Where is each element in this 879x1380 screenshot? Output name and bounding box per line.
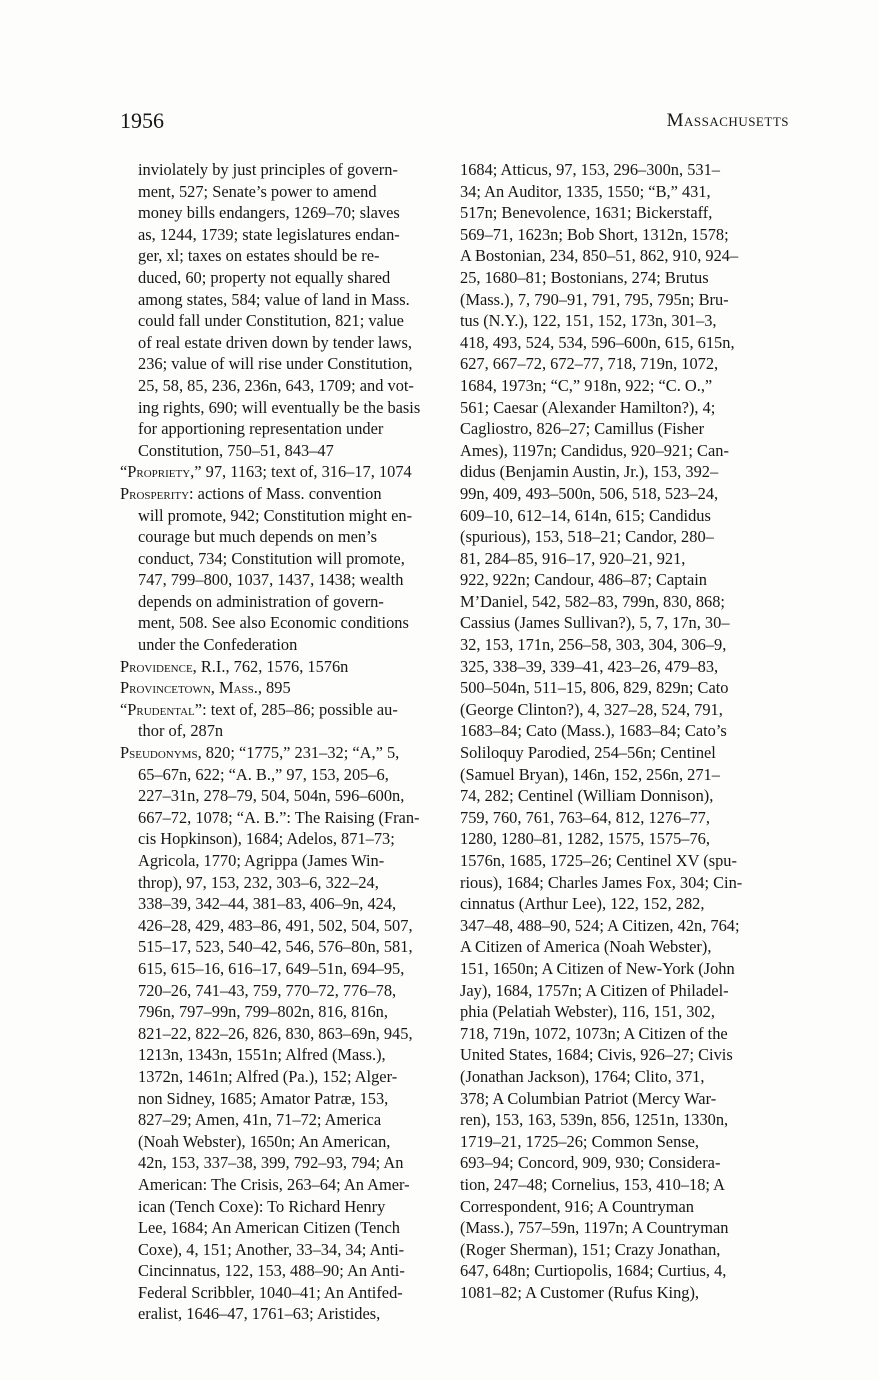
running-head: Massachusetts: [666, 110, 789, 131]
index-line-text: 820; “1775,” 231–32; “A,” 5,: [201, 743, 400, 763]
index-line-text: of real estate driven down by tender laws,: [138, 332, 412, 352]
index-line: cinnatus (Arthur Lee), 122, 152, 282,: [460, 894, 705, 914]
index-line: [120, 202, 442, 224]
index-line: [120, 1088, 442, 1110]
index-line: (Roger Sherman), 151; Crazy Jonathan,: [460, 1239, 721, 1259]
index-line-text: 25, 58, 85, 236, 236n, 643, 1709; and vot-: [138, 375, 414, 395]
index-headword: Providence, R.I.,: [120, 656, 230, 676]
index-line: phia (Pelatiah Webster), 116, 151, 302,: [460, 1002, 715, 1022]
index-line-text: for apportioning representation under: [138, 419, 384, 439]
index-line: [120, 440, 442, 462]
index-line: United States, 1684; Civis, 926–27; Civis: [460, 1045, 733, 1065]
index-entry-head-line: [120, 461, 442, 483]
index-line: [120, 505, 442, 527]
index-column-right: [460, 159, 789, 1303]
index-line: [120, 915, 442, 937]
index-line-text: American: The Crisis, 263–64; An Amer-: [138, 1174, 410, 1194]
index-line-text: 796n, 797–99n, 799–802n, 816, 816n,: [138, 1002, 388, 1022]
index-line-text: Agricola, 1770; Agrippa (James Win-: [138, 851, 385, 870]
index-line: (Samuel Bryan), 146n, 152, 256n, 271–: [460, 764, 720, 784]
index-line-text: under the Confederation: [138, 635, 298, 655]
index-line-text: throp), 97, 153, 232, 303–6, 322–24,: [138, 872, 379, 892]
index-line: (Mass.), 7, 790–91, 791, 795, 795n; Bru-: [460, 289, 729, 309]
index-entry-head-line: [120, 656, 442, 678]
index-line-text: 426–28, 429, 483–86, 491, 502, 504, 507,: [138, 915, 413, 935]
index-line: Cassius (James Sullivan?), 5, 7, 17n, 30–: [460, 613, 730, 633]
index-line-text: : actions of Mass. convention: [189, 483, 382, 503]
index-line: [120, 1044, 442, 1066]
index-line-text: : text of, 285–86; possible au-: [202, 699, 398, 719]
index-line: M’Daniel, 542, 582–83, 799n, 830, 868;: [460, 591, 725, 611]
index-line: [120, 591, 442, 613]
index-line: [120, 807, 442, 829]
index-line: 1684; Atticus, 97, 153, 296–300n, 531–: [460, 160, 720, 179]
index-line-text: Constitution, 750–51, 843–47: [138, 440, 334, 460]
index-line-text: Cincinnatus, 122, 153, 488–90; An Anti-: [138, 1261, 405, 1281]
index-line: 378; A Columbian Patriot (Mercy War-: [460, 1088, 717, 1108]
index-line-text: 236; value of will rise under Constitution,: [138, 354, 413, 374]
page-number: 1956: [120, 108, 164, 133]
index-line-text: 1372n, 1461n; Alfred (Pa.), 152; Alger-: [138, 1066, 398, 1086]
index-headword: Prosperity: [120, 483, 190, 503]
index-line: 718, 719n, 1072, 1073n; A Citizen of the: [460, 1023, 728, 1043]
index-line: [120, 267, 442, 289]
index-line: Soliloquy Parodied, 254–56n; Centinel: [460, 743, 716, 763]
index-line-text: 42n, 153, 337–38, 399, 792–93, 794; An: [138, 1153, 404, 1173]
index-line: 693–94; Concord, 909, 930; Considera-: [460, 1153, 721, 1173]
index-line: [120, 1066, 442, 1088]
index-line-text: 97, 1163; text of, 316–17, 1074: [201, 462, 412, 482]
index-line: [120, 872, 442, 894]
index-line: 34; An Auditor, 1335, 1550; “B,” 431,: [460, 181, 711, 201]
index-line: [120, 569, 442, 591]
index-line: [120, 1260, 442, 1282]
index-line: [120, 353, 442, 375]
index-line: 1684, 1973n; “C,” 918n, 922; “C. O.,”: [460, 375, 713, 395]
index-line-text: 667–72, 1078; “A. B.”: The Raising (Fran-: [138, 807, 420, 827]
index-line: 418, 493, 524, 534, 596–600n, 615, 615n,: [460, 332, 735, 352]
index-line: 1280, 1280–81, 1282, 1575, 1575–76,: [460, 829, 710, 849]
index-line-text: money bills endangers, 1269–70; slaves: [138, 203, 400, 223]
index-line-text: conduct, 734; Constitution will promote,: [138, 548, 405, 568]
index-line-text: (Noah Webster), 1650n; An American,: [138, 1131, 391, 1151]
index-line-text: cis Hopkinson), 1684; Adelos, 871–73;: [138, 829, 395, 849]
index-line: 347–48, 488–90, 524; A Citizen, 42n, 764;: [460, 915, 740, 935]
index-line-text: Federal Scribbler, 1040–41; An Antifed-: [138, 1282, 403, 1302]
index-line-text: 227–31n, 278–79, 504, 504n, 596–600n,: [138, 786, 405, 806]
index-line-text: courage but much depends on men’s: [138, 527, 377, 547]
index-line: [120, 289, 442, 311]
index-line: (George Clinton?), 4, 327–28, 524, 791,: [460, 699, 723, 719]
index-line-text: 65–67n, 622; “A. B.,” 97, 153, 205–6,: [138, 764, 389, 784]
index-line: [120, 224, 442, 246]
index-line-text: 1213n, 1343n, 1551n; Alfred (Mass.),: [138, 1045, 386, 1065]
index-line: 922, 922n; Candour, 486–87; Captain: [460, 570, 708, 590]
index-line-text: ment, 527; Senate’s power to amend: [138, 181, 377, 201]
index-line: Jay), 1684, 1757n; A Citizen of Philadel-: [460, 980, 729, 1000]
index-line-text: eralist, 1646–47, 1761–63; Aristides,: [138, 1304, 381, 1324]
index-line: A Bostonian, 234, 850–51, 862, 910, 924–: [460, 246, 739, 266]
index-line: [120, 828, 442, 850]
index-line: [120, 1239, 442, 1261]
index-line: [120, 526, 442, 548]
index-line: rious), 1684; Charles James Fox, 304; Cin-: [460, 872, 743, 892]
index-line: 151, 1650n; A Citizen of New-York (John: [460, 958, 735, 978]
index-line: [120, 1001, 442, 1023]
index-headword: “Propriety,”: [120, 462, 202, 482]
index-line: 325, 338–39, 339–41, 423–26, 479–83,: [460, 656, 719, 676]
index-line-text: ger, xl; taxes on estates should be re-: [138, 246, 380, 266]
index-line-text: 747, 799–800, 1037, 1437, 1438; wealth: [138, 570, 404, 590]
index-entry-head-line: [120, 677, 442, 699]
index-line: [120, 1023, 442, 1045]
index-line-text: 821–22, 822–26, 826, 830, 863–69n, 945,: [138, 1023, 413, 1043]
index-line-text: 895: [261, 678, 291, 698]
index-line-text: will promote, 942; Constitution might en-: [138, 505, 413, 525]
index-line: [120, 958, 442, 980]
index-line-text: 615, 615–16, 616–17, 649–51n, 694–95,: [138, 958, 405, 978]
index-line-text: as, 1244, 1739; state legislatures endan-: [138, 224, 400, 244]
index-line: A Citizen of America (Noah Webster),: [460, 937, 712, 957]
index-line: [120, 893, 442, 915]
index-line: [120, 1196, 442, 1218]
index-line: [120, 785, 442, 807]
index-line: [120, 936, 442, 958]
index-line-text: inviolately by just principles of govern-: [138, 160, 398, 179]
index-line: [120, 1109, 442, 1131]
index-line: (Jonathan Jackson), 1764; Clito, 371,: [460, 1066, 705, 1086]
index-line: tus (N.Y.), 122, 151, 152, 173n, 301–3,: [460, 311, 717, 331]
index-line: [120, 1174, 442, 1196]
index-line-text: Lee, 1684; An American Citizen (Tench: [138, 1218, 400, 1238]
index-line: 561; Caesar (Alexander Hamilton?), 4;: [460, 397, 716, 417]
index-line: 74, 282; Centinel (William Donnison),: [460, 786, 714, 806]
index-line: 647, 648n; Curtiopolis, 1684; Curtius, 4,: [460, 1261, 727, 1281]
index-line-text: depends on administration of govern-: [138, 591, 384, 611]
index-line-text: among states, 584; value of land in Mass.: [138, 289, 410, 309]
index-line: 759, 760, 761, 763–64, 812, 1276–77,: [460, 807, 710, 827]
index-line: [120, 1282, 442, 1304]
index-line-text: ing rights, 690; will eventually be the basis: [138, 397, 421, 417]
index-line: [120, 612, 442, 634]
index-line: 1683–84; Cato (Mass.), 1683–84; Cato’s: [460, 721, 727, 741]
index-line-text: duced, 60; property not equally shared: [138, 267, 391, 287]
index-line: 32, 153, 171n, 256–58, 303, 304, 306–9,: [460, 635, 727, 655]
index-line: 500–504n, 511–15, 806, 829, 829n; Cato: [460, 678, 729, 698]
index-entry-head-line: [120, 699, 442, 721]
index-line: [120, 634, 442, 656]
index-line: [120, 332, 442, 354]
index-line: 1576n, 1685, 1725–26; Centinel XV (spu-: [460, 851, 737, 870]
index-entry-head-line: [120, 483, 442, 505]
index-line: 1081–82; A Customer (Rufus King),: [460, 1282, 700, 1302]
index-line: [120, 548, 442, 570]
index-headword: Pseudonyms,: [120, 743, 202, 763]
index-line: [120, 397, 442, 419]
page-header: [120, 108, 789, 138]
index-line: [120, 1131, 442, 1153]
index-line: [120, 850, 442, 872]
index-line-text: 827–29; Amen, 41n, 71–72; America: [138, 1110, 382, 1130]
index-line: 25, 1680–81; Bostonians, 274; Brutus: [460, 267, 709, 287]
index-line-text: ment, 508. See also Economic conditions: [138, 613, 409, 633]
index-column-left: [120, 159, 442, 1325]
index-line-text: Coxe), 4, 151; Another, 33–34, 34; Anti-: [138, 1239, 405, 1259]
index-line: Cagliostro, 826–27; Camillus (Fisher: [460, 419, 705, 439]
index-line: (Mass.), 757–59n, 1197n; A Countryman: [460, 1218, 729, 1238]
index-line: 569–71, 1623n; Bob Short, 1312n, 1578;: [460, 224, 729, 244]
index-line: [120, 159, 442, 181]
index-line: didus (Benjamin Austin, Jr.), 153, 392–: [460, 462, 719, 482]
index-headword: Provincetown, Mass.,: [120, 678, 262, 698]
index-line-text: thor of, 287n: [138, 721, 224, 741]
index-line: [120, 1303, 442, 1325]
index-line: ren), 153, 163, 539n, 856, 1251n, 1330n,: [460, 1110, 729, 1130]
index-line-text: 515–17, 523, 540–42, 546, 576–80n, 581,: [138, 937, 413, 957]
index-line-text: 762, 1576, 1576n: [229, 656, 349, 676]
index-line: [120, 418, 442, 440]
index-line: Ames), 1197n; Candidus, 920–921; Can-: [460, 440, 729, 460]
index-line: 609–10, 612–14, 614n, 615; Candidus: [460, 505, 711, 525]
index-line: (spurious), 153, 518–21; Candor, 280–: [460, 527, 714, 547]
index-line: [120, 764, 442, 786]
index-line-text: could fall under Constitution, 821; value: [138, 311, 404, 331]
index-line: 99n, 409, 493–500n, 506, 518, 523–24,: [460, 483, 719, 503]
index-line-text: non Sidney, 1685; Amator Patræ, 153,: [138, 1088, 389, 1108]
index-line: [120, 1217, 442, 1239]
index-line: [120, 375, 442, 397]
index-line: [120, 245, 442, 267]
index-line: Correspondent, 916; A Countryman: [460, 1196, 695, 1216]
index-line-text: 720–26, 741–43, 759, 770–72, 776–78,: [138, 980, 397, 1000]
index-line: 627, 667–72, 672–77, 718, 719n, 1072,: [460, 354, 719, 374]
index-line: [120, 980, 442, 1002]
index-line-text: ican (Tench Coxe): To Richard Henry: [138, 1196, 386, 1216]
index-line: [120, 310, 442, 332]
index-entry-head-line: [120, 742, 442, 764]
index-line: 81, 284–85, 916–17, 920–21, 921,: [460, 548, 686, 568]
index-line: 1719–21, 1725–26; Common Sense,: [460, 1131, 700, 1151]
index-line: [120, 720, 442, 742]
index-line: 517n; Benevolence, 1631; Bickerstaff,: [460, 203, 713, 223]
index-line-text: 338–39, 342–44, 381–83, 406–9n, 424,: [138, 894, 397, 914]
index-line: tion, 247–48; Cornelius, 153, 410–18; A: [460, 1174, 725, 1194]
index-line: [120, 1152, 442, 1174]
index-headword: “Prudental”: [120, 699, 203, 719]
index-line: [120, 181, 442, 203]
